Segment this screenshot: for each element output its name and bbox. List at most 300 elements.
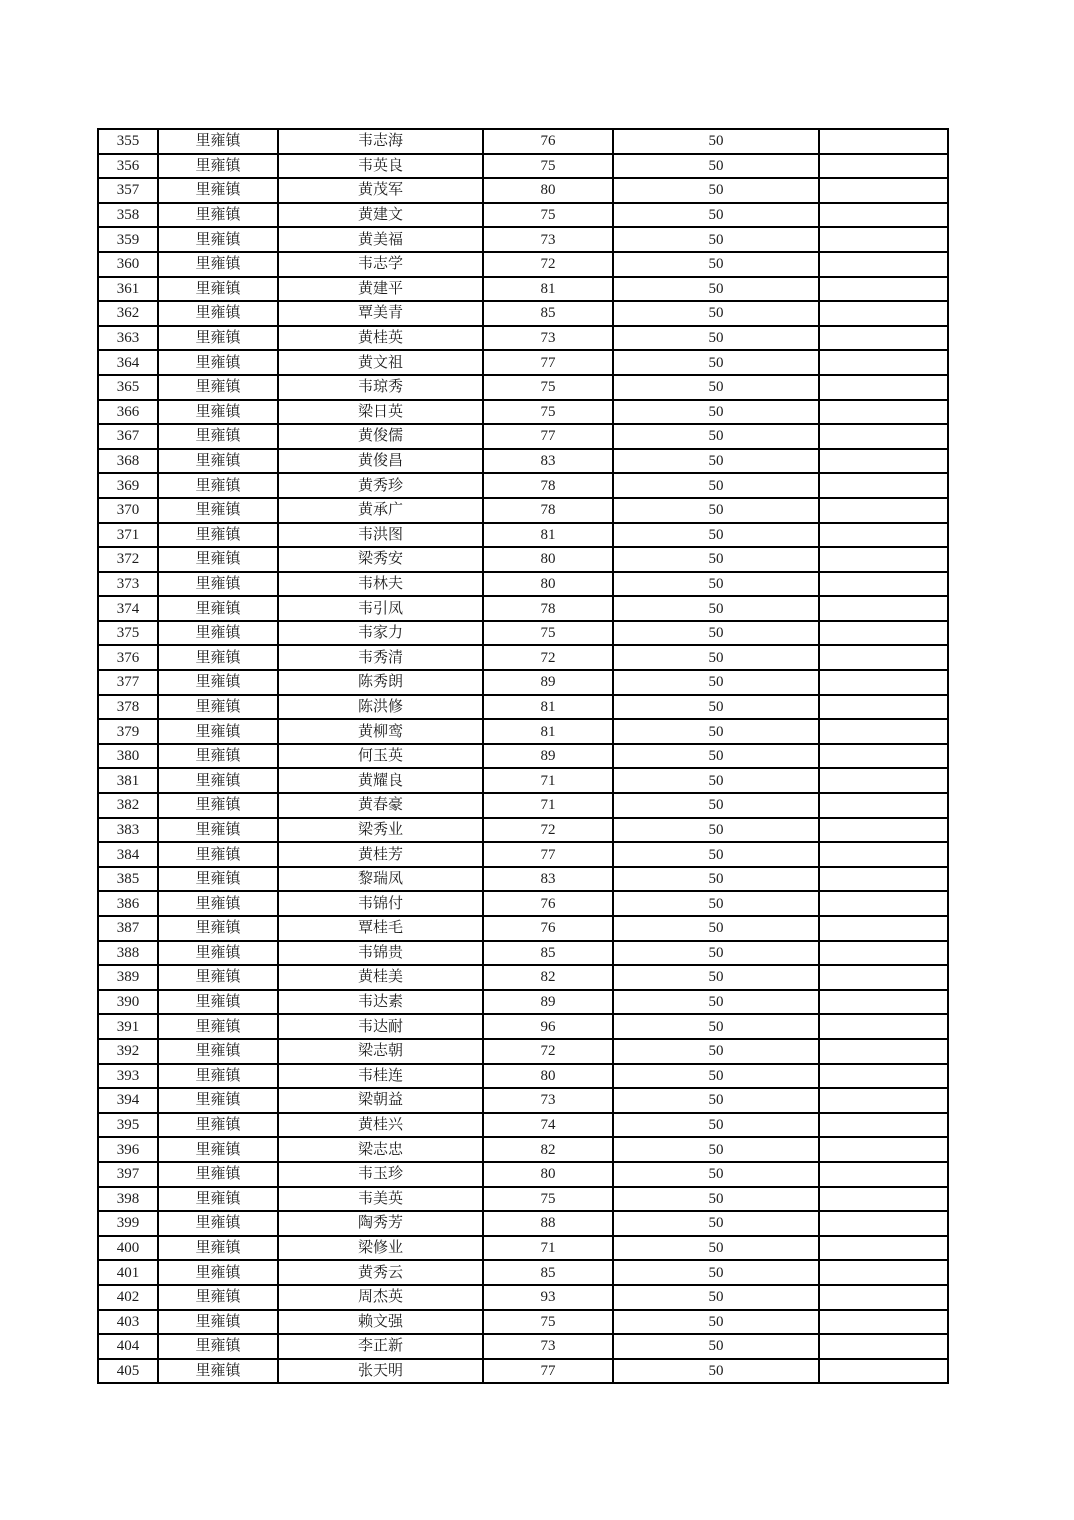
cell-row-number: 378 (98, 695, 158, 720)
cell-row-number: 403 (98, 1310, 158, 1335)
cell-person-name: 黄桂英 (278, 326, 483, 351)
cell-score: 77 (483, 1359, 613, 1384)
cell-town: 里雍镇 (158, 1260, 278, 1285)
cell-town: 里雍镇 (158, 473, 278, 498)
cell-town: 里雍镇 (158, 227, 278, 252)
cell-town: 里雍镇 (158, 203, 278, 228)
table-row (98, 1334, 948, 1359)
cell-score: 77 (483, 350, 613, 375)
cell-person-name: 覃桂毛 (278, 916, 483, 941)
cell-town: 里雍镇 (158, 1064, 278, 1089)
table-row (98, 941, 948, 966)
cell-town: 里雍镇 (158, 301, 278, 326)
cell-row-number: 386 (98, 891, 158, 916)
cell-score: 76 (483, 916, 613, 941)
cell-row-number: 365 (98, 375, 158, 400)
cell-person-name: 黄美福 (278, 227, 483, 252)
cell-town: 里雍镇 (158, 424, 278, 449)
cell-person-name: 黄桂美 (278, 965, 483, 990)
cell-note (819, 424, 948, 449)
cell-score: 80 (483, 572, 613, 597)
table-row (98, 645, 948, 670)
cell-row-number: 397 (98, 1162, 158, 1187)
cell-score: 75 (483, 1187, 613, 1212)
cell-row-number: 390 (98, 990, 158, 1015)
cell-amount: 50 (613, 867, 819, 892)
cell-row-number: 380 (98, 744, 158, 769)
cell-amount: 50 (613, 129, 819, 154)
cell-score: 73 (483, 326, 613, 351)
cell-note (819, 375, 948, 400)
cell-score: 88 (483, 1211, 613, 1236)
table-row (98, 891, 948, 916)
cell-row-number: 360 (98, 252, 158, 277)
cell-town: 里雍镇 (158, 596, 278, 621)
cell-score: 75 (483, 154, 613, 179)
cell-person-name: 李正新 (278, 1334, 483, 1359)
cell-note (819, 1137, 948, 1162)
cell-town: 里雍镇 (158, 1088, 278, 1113)
cell-town: 里雍镇 (158, 400, 278, 425)
cell-person-name: 韦玉珍 (278, 1162, 483, 1187)
cell-score: 76 (483, 129, 613, 154)
cell-amount: 50 (613, 842, 819, 867)
cell-note (819, 891, 948, 916)
cell-town: 里雍镇 (158, 277, 278, 302)
cell-person-name: 黄文祖 (278, 350, 483, 375)
cell-note (819, 990, 948, 1015)
cell-town: 里雍镇 (158, 1162, 278, 1187)
cell-note (819, 621, 948, 646)
table-row (98, 203, 948, 228)
table-row (98, 1113, 948, 1138)
cell-person-name: 赖文强 (278, 1310, 483, 1335)
cell-score: 85 (483, 1260, 613, 1285)
cell-amount: 50 (613, 1285, 819, 1310)
cell-row-number: 394 (98, 1088, 158, 1113)
cell-row-number: 400 (98, 1236, 158, 1261)
table-row (98, 523, 948, 548)
cell-person-name: 黄秀云 (278, 1260, 483, 1285)
cell-row-number: 362 (98, 301, 158, 326)
cell-note (819, 547, 948, 572)
cell-amount: 50 (613, 1236, 819, 1261)
cell-person-name: 黄桂兴 (278, 1113, 483, 1138)
cell-town: 里雍镇 (158, 744, 278, 769)
cell-person-name: 梁朝益 (278, 1088, 483, 1113)
cell-amount: 50 (613, 916, 819, 941)
cell-score: 93 (483, 1285, 613, 1310)
cell-amount: 50 (613, 1334, 819, 1359)
roster-table-body (98, 129, 948, 1383)
cell-note (819, 1014, 948, 1039)
cell-person-name: 韦林夫 (278, 572, 483, 597)
cell-amount: 50 (613, 424, 819, 449)
table-row (98, 1137, 948, 1162)
table-row (98, 1039, 948, 1064)
table-row (98, 621, 948, 646)
cell-score: 73 (483, 1088, 613, 1113)
cell-town: 里雍镇 (158, 990, 278, 1015)
table-row (98, 867, 948, 892)
table-row (98, 793, 948, 818)
cell-town: 里雍镇 (158, 842, 278, 867)
cell-row-number: 384 (98, 842, 158, 867)
cell-score: 96 (483, 1014, 613, 1039)
table-row (98, 695, 948, 720)
cell-row-number: 375 (98, 621, 158, 646)
cell-amount: 50 (613, 203, 819, 228)
cell-row-number: 392 (98, 1039, 158, 1064)
cell-score: 75 (483, 203, 613, 228)
cell-row-number: 369 (98, 473, 158, 498)
cell-amount: 50 (613, 645, 819, 670)
cell-score: 81 (483, 277, 613, 302)
cell-score: 80 (483, 1162, 613, 1187)
cell-person-name: 周杰英 (278, 1285, 483, 1310)
cell-note (819, 1236, 948, 1261)
cell-amount: 50 (613, 1014, 819, 1039)
cell-person-name: 韦洪图 (278, 523, 483, 548)
cell-score: 73 (483, 1334, 613, 1359)
cell-note (819, 645, 948, 670)
cell-row-number: 404 (98, 1334, 158, 1359)
cell-town: 里雍镇 (158, 941, 278, 966)
cell-amount: 50 (613, 941, 819, 966)
roster-table (97, 128, 949, 1384)
cell-amount: 50 (613, 301, 819, 326)
table-row (98, 719, 948, 744)
cell-amount: 50 (613, 744, 819, 769)
cell-person-name: 黄承广 (278, 498, 483, 523)
cell-note (819, 400, 948, 425)
cell-town: 里雍镇 (158, 1014, 278, 1039)
cell-row-number: 387 (98, 916, 158, 941)
cell-amount: 50 (613, 1310, 819, 1335)
table-row (98, 301, 948, 326)
cell-row-number: 372 (98, 547, 158, 572)
cell-person-name: 何玉英 (278, 744, 483, 769)
cell-town: 里雍镇 (158, 1236, 278, 1261)
cell-score: 73 (483, 227, 613, 252)
cell-score: 78 (483, 473, 613, 498)
cell-note (819, 178, 948, 203)
cell-amount: 50 (613, 965, 819, 990)
cell-score: 80 (483, 547, 613, 572)
cell-amount: 50 (613, 1162, 819, 1187)
cell-person-name: 韦美英 (278, 1187, 483, 1212)
cell-note (819, 1039, 948, 1064)
cell-town: 里雍镇 (158, 621, 278, 646)
cell-note (819, 252, 948, 277)
cell-score: 82 (483, 965, 613, 990)
cell-amount: 50 (613, 449, 819, 474)
cell-row-number: 398 (98, 1187, 158, 1212)
cell-amount: 50 (613, 768, 819, 793)
cell-score: 77 (483, 842, 613, 867)
cell-note (819, 129, 948, 154)
cell-amount: 50 (613, 1211, 819, 1236)
cell-person-name: 黄秀珍 (278, 473, 483, 498)
cell-score: 75 (483, 621, 613, 646)
cell-score: 89 (483, 670, 613, 695)
table-row (98, 252, 948, 277)
cell-row-number: 396 (98, 1137, 158, 1162)
cell-score: 75 (483, 1310, 613, 1335)
cell-note (819, 719, 948, 744)
cell-person-name: 梁秀业 (278, 818, 483, 843)
cell-amount: 50 (613, 1187, 819, 1212)
cell-score: 81 (483, 523, 613, 548)
cell-person-name: 梁日英 (278, 400, 483, 425)
cell-town: 里雍镇 (158, 547, 278, 572)
cell-row-number: 399 (98, 1211, 158, 1236)
table-row (98, 1187, 948, 1212)
cell-row-number: 356 (98, 154, 158, 179)
cell-town: 里雍镇 (158, 129, 278, 154)
cell-row-number: 388 (98, 941, 158, 966)
cell-town: 里雍镇 (158, 1187, 278, 1212)
table-row (98, 842, 948, 867)
cell-note (819, 867, 948, 892)
cell-row-number: 370 (98, 498, 158, 523)
cell-amount: 50 (613, 990, 819, 1015)
cell-person-name: 梁志忠 (278, 1137, 483, 1162)
cell-person-name: 黄建文 (278, 203, 483, 228)
cell-note (819, 793, 948, 818)
cell-person-name: 黄茂军 (278, 178, 483, 203)
cell-row-number: 402 (98, 1285, 158, 1310)
cell-amount: 50 (613, 498, 819, 523)
cell-person-name: 张天明 (278, 1359, 483, 1384)
cell-note (819, 818, 948, 843)
cell-amount: 50 (613, 670, 819, 695)
table-row (98, 424, 948, 449)
cell-person-name: 黄桂芳 (278, 842, 483, 867)
cell-row-number: 359 (98, 227, 158, 252)
table-row (98, 277, 948, 302)
cell-person-name: 韦琼秀 (278, 375, 483, 400)
cell-town: 里雍镇 (158, 793, 278, 818)
cell-person-name: 韦达素 (278, 990, 483, 1015)
cell-town: 里雍镇 (158, 154, 278, 179)
table-row (98, 990, 948, 1015)
cell-amount: 50 (613, 793, 819, 818)
cell-row-number: 357 (98, 178, 158, 203)
cell-person-name: 韦英良 (278, 154, 483, 179)
table-row (98, 1310, 948, 1335)
table-row (98, 400, 948, 425)
cell-person-name: 黄柳鸾 (278, 719, 483, 744)
cell-score: 72 (483, 645, 613, 670)
cell-person-name: 韦桂连 (278, 1064, 483, 1089)
cell-score: 71 (483, 793, 613, 818)
table-row (98, 129, 948, 154)
cell-note (819, 1113, 948, 1138)
cell-row-number: 367 (98, 424, 158, 449)
cell-town: 里雍镇 (158, 178, 278, 203)
table-row (98, 326, 948, 351)
cell-person-name: 梁秀安 (278, 547, 483, 572)
cell-row-number: 393 (98, 1064, 158, 1089)
cell-note (819, 1088, 948, 1113)
cell-score: 78 (483, 596, 613, 621)
cell-row-number: 368 (98, 449, 158, 474)
cell-note (819, 695, 948, 720)
table-row (98, 1260, 948, 1285)
cell-town: 里雍镇 (158, 1310, 278, 1335)
cell-amount: 50 (613, 523, 819, 548)
cell-score: 72 (483, 252, 613, 277)
cell-town: 里雍镇 (158, 916, 278, 941)
cell-person-name: 陈秀朗 (278, 670, 483, 695)
cell-note (819, 768, 948, 793)
table-row (98, 1162, 948, 1187)
cell-amount: 50 (613, 1359, 819, 1384)
cell-amount: 50 (613, 1260, 819, 1285)
cell-row-number: 395 (98, 1113, 158, 1138)
cell-amount: 50 (613, 277, 819, 302)
cell-note (819, 965, 948, 990)
cell-note (819, 1064, 948, 1089)
cell-amount: 50 (613, 375, 819, 400)
cell-note (819, 941, 948, 966)
cell-note (819, 350, 948, 375)
table-row (98, 818, 948, 843)
cell-amount: 50 (613, 818, 819, 843)
cell-town: 里雍镇 (158, 449, 278, 474)
cell-town: 里雍镇 (158, 670, 278, 695)
cell-amount: 50 (613, 178, 819, 203)
table-row (98, 547, 948, 572)
cell-note (819, 154, 948, 179)
cell-row-number: 355 (98, 129, 158, 154)
cell-score: 89 (483, 990, 613, 1015)
cell-person-name: 韦锦付 (278, 891, 483, 916)
cell-score: 72 (483, 1039, 613, 1064)
cell-town: 里雍镇 (158, 326, 278, 351)
cell-note (819, 744, 948, 769)
cell-score: 76 (483, 891, 613, 916)
cell-score: 75 (483, 400, 613, 425)
cell-person-name: 黄耀良 (278, 768, 483, 793)
cell-note (819, 449, 948, 474)
cell-row-number: 364 (98, 350, 158, 375)
table-row (98, 965, 948, 990)
cell-score: 82 (483, 1137, 613, 1162)
table-row (98, 1211, 948, 1236)
cell-amount: 50 (613, 1039, 819, 1064)
cell-score: 80 (483, 1064, 613, 1089)
cell-note (819, 1359, 948, 1384)
cell-person-name: 韦家力 (278, 621, 483, 646)
cell-note (819, 1310, 948, 1335)
cell-person-name: 韦秀清 (278, 645, 483, 670)
table-row (98, 154, 948, 179)
cell-score: 74 (483, 1113, 613, 1138)
table-row (98, 1236, 948, 1261)
cell-amount: 50 (613, 596, 819, 621)
cell-row-number: 382 (98, 793, 158, 818)
cell-score: 81 (483, 719, 613, 744)
cell-amount: 50 (613, 695, 819, 720)
cell-row-number: 405 (98, 1359, 158, 1384)
cell-town: 里雍镇 (158, 891, 278, 916)
cell-amount: 50 (613, 473, 819, 498)
cell-person-name: 韦志学 (278, 252, 483, 277)
cell-person-name: 黄春豪 (278, 793, 483, 818)
table-row (98, 178, 948, 203)
table-row (98, 572, 948, 597)
cell-note (819, 572, 948, 597)
cell-score: 85 (483, 941, 613, 966)
table-row (98, 1359, 948, 1384)
cell-row-number: 374 (98, 596, 158, 621)
cell-score: 83 (483, 449, 613, 474)
table-row (98, 1014, 948, 1039)
cell-amount: 50 (613, 547, 819, 572)
cell-town: 里雍镇 (158, 523, 278, 548)
cell-amount: 50 (613, 400, 819, 425)
cell-person-name: 韦引凤 (278, 596, 483, 621)
table-row (98, 227, 948, 252)
cell-person-name: 陶秀芳 (278, 1211, 483, 1236)
cell-note (819, 842, 948, 867)
table-row (98, 916, 948, 941)
cell-amount: 50 (613, 572, 819, 597)
cell-note (819, 1260, 948, 1285)
cell-person-name: 陈洪修 (278, 695, 483, 720)
cell-town: 里雍镇 (158, 375, 278, 400)
cell-note (819, 227, 948, 252)
cell-score: 83 (483, 867, 613, 892)
cell-person-name: 梁志朝 (278, 1039, 483, 1064)
cell-amount: 50 (613, 227, 819, 252)
cell-town: 里雍镇 (158, 1113, 278, 1138)
cell-town: 里雍镇 (158, 867, 278, 892)
cell-amount: 50 (613, 1088, 819, 1113)
cell-row-number: 366 (98, 400, 158, 425)
cell-note (819, 1162, 948, 1187)
cell-person-name: 韦达耐 (278, 1014, 483, 1039)
cell-town: 里雍镇 (158, 1211, 278, 1236)
cell-note (819, 916, 948, 941)
table-row (98, 596, 948, 621)
cell-amount: 50 (613, 326, 819, 351)
cell-row-number: 376 (98, 645, 158, 670)
cell-amount: 50 (613, 891, 819, 916)
cell-town: 里雍镇 (158, 1359, 278, 1384)
table-row (98, 1064, 948, 1089)
cell-town: 里雍镇 (158, 1137, 278, 1162)
cell-note (819, 301, 948, 326)
cell-row-number: 385 (98, 867, 158, 892)
table-row (98, 1088, 948, 1113)
cell-score: 72 (483, 818, 613, 843)
cell-row-number: 381 (98, 768, 158, 793)
table-row (98, 768, 948, 793)
table-row (98, 744, 948, 769)
table-row (98, 375, 948, 400)
cell-person-name: 黄俊儒 (278, 424, 483, 449)
table-row (98, 498, 948, 523)
cell-town: 里雍镇 (158, 719, 278, 744)
cell-score: 80 (483, 178, 613, 203)
cell-row-number: 363 (98, 326, 158, 351)
cell-town: 里雍镇 (158, 572, 278, 597)
cell-row-number: 377 (98, 670, 158, 695)
cell-town: 里雍镇 (158, 965, 278, 990)
